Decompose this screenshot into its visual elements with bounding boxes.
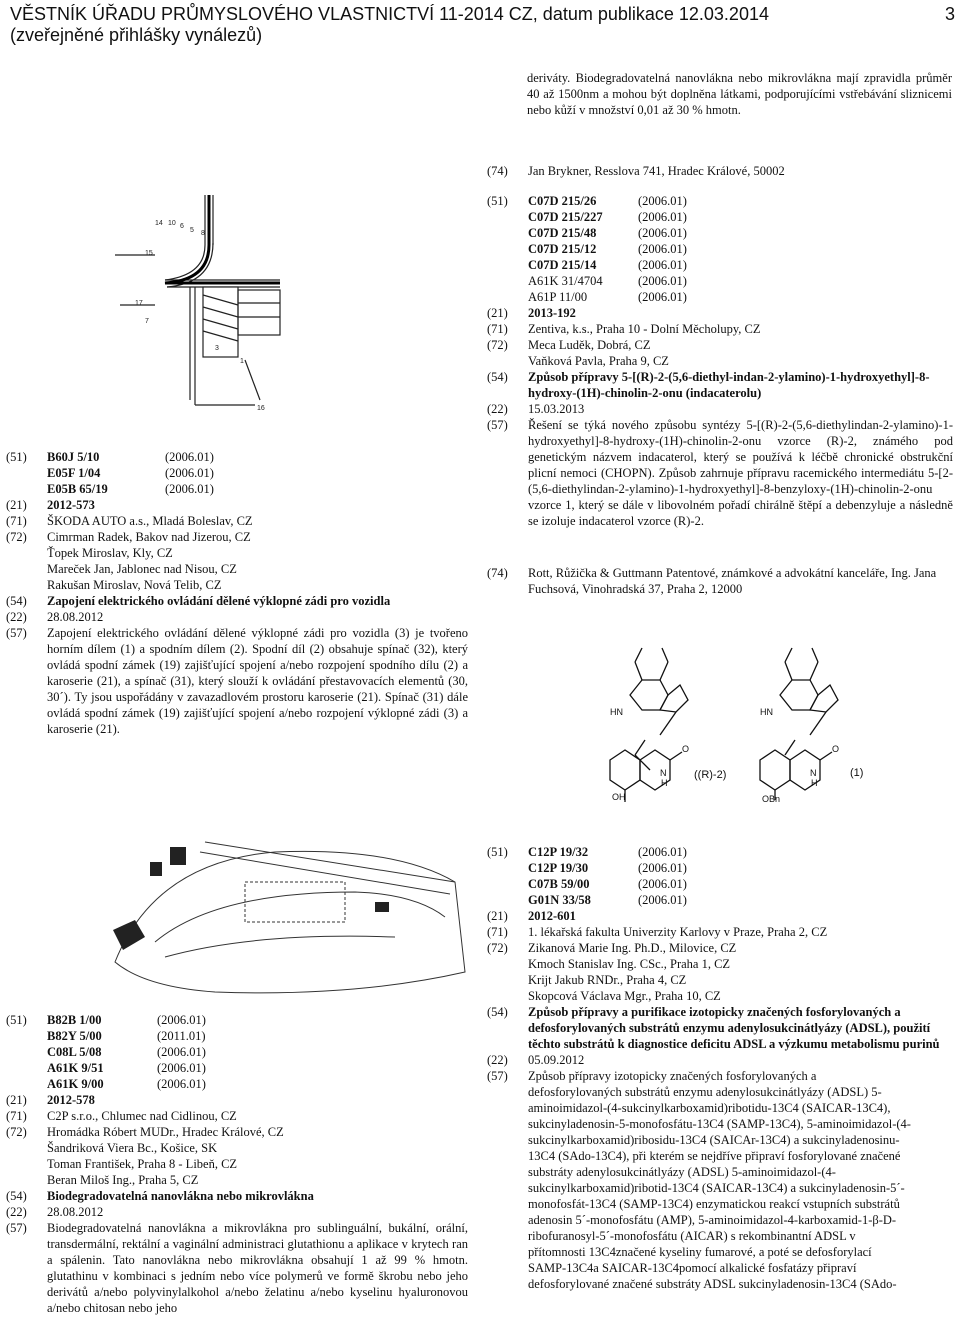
inventor: Cimrman Radek, Bakov nad Jizerou, CZ — [47, 530, 251, 544]
classification-row — [6, 481, 468, 497]
applicant: Zentiva, k.s., Praha 10 - Dolní Měcholupy, CZ — [528, 322, 761, 336]
abstract-line: aminoimidazol-(4-sukcinylkarboxamid)ribotidu-13C4 (SAICAR-13C4), — [528, 1101, 891, 1115]
class-code: B82B 1/00 — [47, 1013, 102, 1027]
code-74: (74) — [487, 566, 508, 580]
patent-title: Způsob přípravy a purifikace izotopicky značených fosforylovaných a defosforylovaných substrátů enzymu adenylosukcinátlyázy (ADSL), použití těchto substrátů k diagnostice deficitu ADSL a výzkumu metabolismu purinů — [528, 1005, 940, 1051]
inventor: Toman František, Praha 8 - Libeň, CZ — [47, 1157, 238, 1171]
car-wiring-figure — [95, 822, 475, 1002]
class-code: A61K 9/51 — [47, 1061, 104, 1075]
patent-title: Biodegradovatelná nanovlákna nebo mikrovlákna — [47, 1189, 314, 1203]
agent-row — [487, 163, 952, 179]
code-57: (57) — [487, 418, 508, 432]
class-code: C07B 59/00 — [528, 877, 590, 891]
fig-label-8: 8 — [201, 230, 205, 237]
code-72: (72) — [487, 941, 508, 955]
abstract: Biodegradovatelná nanovlákna a mikrovlákna pro sublinguální, bukální, orální, transdermální, rektální a vaginální administraci glutathionu a aplikace v krytech ran a spálenin. Tato nanovlákna nebo mikrovlákna obsahují 1 až 99 % hmotn. glutathinu v kombinaci s jedním nebo více polymerů ve formě škrobu nebo jeho derivátů a/nebo polyvinylalkohol a/nebo želatinu a/nebo kyselinu hyaluronovou a/nebo chitosan nebo jeho — [47, 1221, 468, 1315]
class-version: (2006.01) — [165, 482, 214, 496]
code-51: (51) — [6, 450, 27, 464]
abstract-line: Způsob přípravy izotopicky značených fosforylovaných a — [528, 1069, 817, 1083]
abstract-line: přítomnosti 13C4značené kyseliny fumarové, a poté se defosforylací — [528, 1245, 872, 1259]
agent-name: Rott, Růžička & Guttmann Patentové, známkové a advokátní kanceláře, Ing. Jana Fuchsová, Vinohradská 37, Praha 2, 12000 — [528, 566, 937, 596]
hn-label: HN — [610, 707, 623, 717]
abstract-line: ribofuranosyl-5´-monofosfátu (AICAR) s rekombinantní ADSL v — [528, 1229, 856, 1243]
code-74: (74) — [487, 164, 508, 178]
class-version: (2006.01) — [638, 194, 687, 208]
journal-subtitle: (zveřejněné přihlášky vynálezů) — [10, 25, 263, 45]
class-code: C12P 19/30 — [528, 861, 589, 875]
code-21: (21) — [487, 306, 508, 320]
class-code: A61K 31/4704 — [528, 274, 603, 288]
n-label: N — [660, 768, 667, 778]
applicant: C2P s.r.o., Chlumec nad Cidlinou, CZ — [47, 1109, 237, 1123]
filing-date: 05.09.2012 — [528, 1053, 585, 1067]
inventor: Vaňková Pavla, Praha 9, CZ — [528, 354, 669, 368]
inventor: Mareček Jan, Jablonec nad Nisou, CZ — [47, 562, 237, 576]
class-code: C08L 5/08 — [47, 1045, 102, 1059]
class-version: (2006.01) — [638, 210, 687, 224]
abstract-line: sukcinylkarboxamid)ribotid-13C4 (SAICAR-13C4) a sukcinyladenosin-5´- — [528, 1181, 905, 1195]
patent-entry-2 — [487, 193, 953, 597]
class-version: (2006.01) — [157, 1077, 206, 1091]
fig-label-14: 14 — [155, 220, 163, 227]
class-version: (2006.01) — [638, 877, 687, 891]
fig-label-15: 15 — [145, 250, 153, 257]
journal-title: VĚSTNÍK ÚŘADU PRŮMYSLOVÉHO VLASTNICTVÍ 11-2014 CZ, datum publikace 12.03.2014 — [10, 4, 769, 24]
h-label: H — [811, 778, 818, 788]
code-51: (51) — [487, 194, 508, 208]
code-54: (54) — [487, 370, 508, 384]
classification-row — [6, 465, 468, 481]
abstract-line: defosforylované značené substráty ADSL sukcinyladenosin-13C4 (SAdo- — [528, 1277, 897, 1291]
fig-label-10: 10 — [168, 220, 176, 227]
inventor: Ťopek Miroslav, Kly, CZ — [47, 546, 173, 560]
carbonyl-o-label: O — [682, 744, 690, 754]
class-version: (2006.01) — [638, 226, 687, 240]
inventor: Hromádka Róbert MUDr., Hradec Králové, CZ — [47, 1125, 284, 1139]
patent-entry-4 — [487, 844, 953, 1292]
class-code: C07D 215/12 — [528, 242, 597, 256]
class-version: (2006.01) — [638, 258, 687, 272]
abstract-line: sukcinylkarboxamid)ribosidu-13C4 (SAICAr-13C4) a sukcinyladenosinu- — [528, 1133, 900, 1147]
oh-label: OH — [612, 792, 626, 802]
agent-name: Jan Brykner, Resslova 741, Hradec Králové, 50002 — [528, 164, 785, 178]
fig-label-5: 5 — [190, 227, 194, 234]
class-version: (2006.01) — [638, 861, 687, 875]
class-code: G01N 33/58 — [528, 893, 591, 907]
class-version: (2006.01) — [157, 1045, 206, 1059]
class-code: E05F 1/04 — [47, 466, 101, 480]
abstract: Zapojení elektrického ovládání dělené výklopné zádi pro vozidla (3) je tvořeno horním dílem (1) a spodním dílem (2). Spodní díl (2) obsahuje spínač (32), který ovládá spodní zámek (19) zajišťující spojení a/nebo rozpojení spodního dílu (2) a karoserie (21), a spínač (31), který slouží k ovládání přestavovacích elementů (30, 30´). Ty jsou uspořádány v zavazadlovém prostoru karoserie (21). Spínač (31) dále ovládá spodní zámek (19) zajišťující spojení a/nebo rozpojení výklopné zádi (3) a karoserie (21). — [47, 626, 468, 736]
abstract-line: monofosfát-13C4 (SAMP-13C4) enzymatickou reakcí vstupních substrátů — [528, 1197, 900, 1211]
tailgate-drawing-figure — [95, 195, 285, 420]
code-22: (22) — [487, 402, 508, 416]
compound-r2-label: ((R)-2) — [694, 769, 727, 781]
code-57: (57) — [6, 626, 27, 640]
page-header — [10, 4, 955, 46]
class-version: (2006.01) — [638, 845, 687, 859]
n-label: N — [810, 768, 817, 778]
classification-row — [487, 193, 953, 209]
abstract-line: SAMP-13C4a SAICAR-13C4pomocí alkalické fosfatázy připraví — [528, 1261, 857, 1275]
class-code: C07D 215/26 — [528, 194, 597, 208]
class-version: (2006.01) — [157, 1013, 206, 1027]
code-22: (22) — [487, 1053, 508, 1067]
inventor: Zikanová Marie Ing. Ph.D., Milovice, CZ — [528, 941, 737, 955]
class-version: (2011.01) — [157, 1029, 206, 1043]
abstract-line: substráty adenylosukcinátlyázy (ADSL) 5-aminoimidazol-(4- — [528, 1165, 836, 1179]
code-72: (72) — [6, 530, 27, 544]
inventor: Skopcová Václava Mgr., Praha 10, CZ — [528, 989, 721, 1003]
hn-label: HN — [760, 707, 773, 717]
applicant: 1. lékařská fakulta Univerzity Karlovy v Praze, Praha 2, CZ — [528, 925, 828, 939]
inventor: Rakušan Miroslav, Nová Telib, CZ — [47, 578, 222, 592]
class-code: C07D 215/14 — [528, 258, 597, 272]
class-code: C07D 215/48 — [528, 226, 597, 240]
class-version: (2006.01) — [638, 242, 687, 256]
code-71: (71) — [6, 514, 27, 528]
fig-label-3: 3 — [215, 345, 219, 352]
applicant: ŠKODA AUTO a.s., Mladá Boleslav, CZ — [47, 514, 253, 528]
code-51: (51) — [487, 845, 508, 859]
application-number: 2012-573 — [47, 498, 95, 512]
inventor: Beran Miloš Ing., Praha 5, CZ — [47, 1173, 199, 1187]
code-72: (72) — [487, 338, 508, 352]
class-code: E05B 65/19 — [47, 482, 108, 496]
abstract-line: 13C4 (SAdo-13C4), při kterém se nejdříve připraví fosforylované značené — [528, 1149, 901, 1163]
code-22: (22) — [6, 610, 27, 624]
class-version: (2006.01) — [638, 290, 687, 304]
inventor: Kmoch Stanislav Ing. CSc., Praha 1, CZ — [528, 957, 731, 971]
patent-title: Zapojení elektrického ovládání dělené výklopné zádi pro vozidla — [47, 594, 391, 608]
fig-label-16: 16 — [257, 405, 265, 412]
application-number: 2013-192 — [528, 306, 576, 320]
carbonyl-o-label: O — [832, 744, 840, 754]
code-54: (54) — [6, 1189, 27, 1203]
class-code: A61P 11/00 — [528, 290, 588, 304]
fig-label-1: 1 — [240, 358, 244, 365]
patent-entry-1 — [6, 449, 468, 737]
fig-label-7: 7 — [145, 318, 149, 325]
class-code: B82Y 5/00 — [47, 1029, 102, 1043]
code-21: (21) — [6, 1093, 27, 1107]
h-label: H — [661, 778, 668, 788]
inventor: Meca Luděk, Dobrá, CZ — [528, 338, 651, 352]
application-number: 2012-578 — [47, 1093, 95, 1107]
continued-abstract: deriváty. Biodegradovatelná nanovlákna nebo mikrovlákna mají zpravidla průměr 40 až 1500nm a mohou být doplněna látkami, podporujícími vstřebávání sliznicemi nebo kůží v množství 0,01 až 30 % hmotn. — [527, 71, 952, 117]
code-54: (54) — [487, 1005, 508, 1019]
abstract-line: defosforylovaných substrátů enzymu adenylosukcinátlyázy (ADSL) 5- — [528, 1085, 882, 1099]
compound-1-label: (1) — [850, 767, 864, 779]
abstract — [528, 1068, 953, 1292]
inventor: Šandriková Viera Bc., Košice, SK — [47, 1141, 218, 1155]
code-21: (21) — [487, 909, 508, 923]
class-version: (2006.01) — [165, 466, 214, 480]
patent-entry-3 — [6, 1012, 468, 1316]
class-code: A61K 9/00 — [47, 1077, 104, 1091]
code-71: (71) — [487, 322, 508, 336]
code-71: (71) — [6, 1109, 27, 1123]
fig-label-6: 6 — [180, 223, 184, 230]
code-71: (71) — [487, 925, 508, 939]
filing-date: 28.08.2012 — [47, 1205, 104, 1219]
code-57: (57) — [487, 1069, 508, 1083]
obn-label: OBn — [762, 794, 781, 804]
class-code: C07D 215/227 — [528, 210, 603, 224]
code-57: (57) — [6, 1221, 27, 1235]
application-number: 2012-601 — [528, 909, 576, 923]
class-version: (2006.01) — [638, 893, 687, 907]
inventor: Krijt Jakub RNDr., Praha 4, CZ — [528, 973, 687, 987]
chemical-structures-figure — [590, 640, 880, 805]
code-21: (21) — [6, 498, 27, 512]
filing-date: 28.08.2012 — [47, 610, 104, 624]
abstract-line: adenosin 5´-monofosfátu (AMP), 5-aminoimidazol-4-karboxamid-1-β-D- — [528, 1213, 897, 1227]
patent-title: Způsob přípravy 5-[(R)-2-(5,6-diethyl-indan-2-ylamino)-1-hydroxyethyl]-8-hydroxy-(1H)-chinolin-2-onu (indacaterolu) — [528, 370, 930, 400]
code-22: (22) — [6, 1205, 27, 1219]
page-number: 3 — [944, 4, 955, 24]
classification-row — [6, 449, 468, 465]
class-version: (2006.01) — [157, 1061, 206, 1075]
filing-date: 15.03.2013 — [528, 402, 585, 416]
class-code: C12P 19/32 — [528, 845, 589, 859]
fig-label-17: 17 — [135, 300, 143, 307]
class-version: (2006.01) — [638, 274, 687, 288]
class-version: (2006.01) — [165, 450, 214, 464]
abstract-line: sukcinyladenosin-5-monofosfátu-13C4 (SAMP-13C4), 5-aminoimidazol-(4- — [528, 1117, 911, 1131]
class-code: B60J 5/10 — [47, 450, 100, 464]
code-51: (51) — [6, 1013, 27, 1027]
code-72: (72) — [6, 1125, 27, 1139]
abstract: Řešení se týká nového způsobu syntézy 5-[(R)-2-(5,6-diethylindan-2-ylamino)-1-hydroxyethyl]-8-hydroxy-(1H)-chinolin-2-onu vzorce (R)-2, známého pod genetickým názvem indacaterol, který se používá k léčbě chronické obstrukční plicní nemoci (CHOPN). Způsob zahrnuje přípravu racemického intermediátu 5-[2-(5,6-diethylindan-2-ylamino)-1-hydroxyethyl]-8-benzyloxy-(1H)-chinolin-2-onu vzorce 1, který se dále v libovolném pořadí chirálně štěpí a debenzyluje a následně se izoluje indacaterol vzorce (R)-2. — [528, 418, 953, 528]
code-54: (54) — [6, 594, 27, 608]
